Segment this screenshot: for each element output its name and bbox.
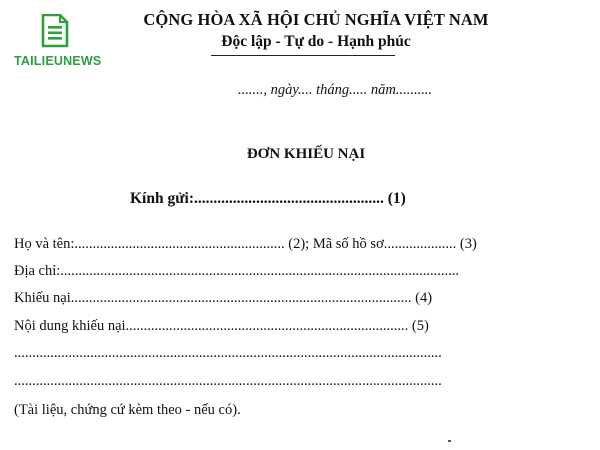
document-icon — [40, 14, 70, 48]
logo-text: TAILIEUNEWS — [14, 54, 102, 68]
motto-underline — [211, 55, 395, 56]
attachments-note: (Tài liệu, chứng cứ kèm theo - nếu có). — [14, 402, 241, 418]
blank-dotted-line: ...................................................................................................................... — [14, 373, 442, 389]
form-title: ĐƠN KHIẾU NẠI — [246, 146, 366, 162]
date-line: ......., ngày.... tháng..... năm.......... — [238, 82, 433, 98]
nation-motto: Độc lập - Tự do - Hạnh phúc — [221, 33, 411, 50]
recipient-line: Kính gửi:................................................. (1) — [130, 190, 406, 207]
nation-title: CỘNG HÒA XÃ HỘI CHỦ NGHĨA VIỆT NAM — [143, 10, 489, 29]
complaint-field-line: Khiếu nại.............................................................................................. (4) — [14, 290, 433, 306]
name-field-line: Họ và tên:.......................................................... (2); Mã số hồ sơ.................... (3) — [14, 236, 477, 252]
complaint-content-line: Nội dung khiếu nại.............................................................................. (5) — [14, 318, 429, 334]
stray-mark — [448, 440, 451, 442]
blank-dotted-line: ...................................................................................................................... — [14, 345, 442, 361]
address-field-line: Địa chỉ:.............................................................................................................. — [14, 263, 460, 279]
